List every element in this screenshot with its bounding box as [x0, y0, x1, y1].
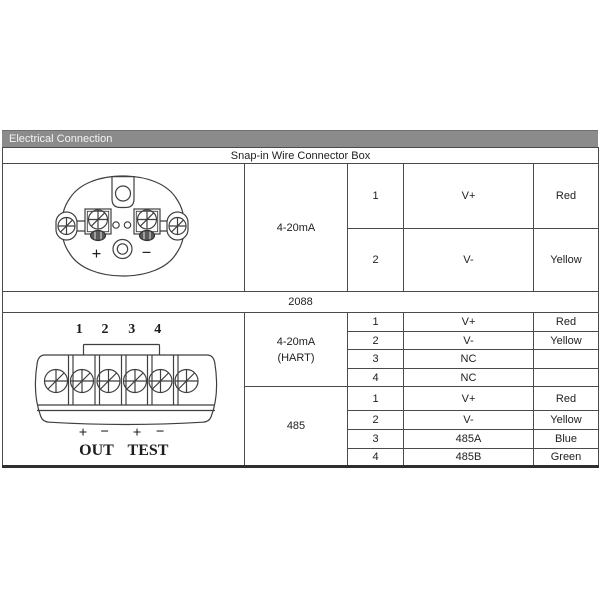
pin-number: 1 — [348, 313, 404, 332]
hart-signal-line2: (HART) — [277, 351, 315, 364]
pin-name: V- — [404, 228, 534, 292]
terminal-block-diagram-cell — [3, 313, 245, 467]
snap-connector-diagram — [3, 164, 244, 288]
out-minus-label: − — [100, 424, 109, 440]
wire-color: Yellow — [534, 332, 599, 350]
wire-color: Red — [534, 164, 599, 229]
pin-4-label: 4 — [154, 322, 162, 337]
center-hole-right — [124, 222, 130, 228]
pin-name: NC — [404, 350, 534, 369]
pin-2-label: 2 — [101, 322, 109, 337]
wire-color: Yellow — [534, 228, 599, 292]
pin-number: 2 — [348, 411, 404, 430]
pin-number: 2 — [348, 332, 404, 350]
wire-color: Yellow — [534, 411, 599, 430]
rs485-signal-cell: 485 — [245, 387, 348, 467]
pin-number: 2 — [348, 228, 404, 292]
test-plus-label: + — [132, 425, 142, 441]
snap-connector-diagram-cell — [3, 164, 245, 292]
pin-name: NC — [404, 369, 534, 387]
pin-number: 4 — [348, 449, 404, 467]
pin-number: 4 — [348, 369, 404, 387]
pin-1-label: 1 — [75, 322, 83, 337]
wire-color: Blue — [534, 430, 599, 449]
out-plus-label: + — [78, 425, 88, 441]
pin-name: V+ — [404, 387, 534, 411]
section1-title: Snap-in Wire Connector Box — [3, 148, 599, 164]
polarity-labels — [79, 424, 165, 441]
pin-name: V- — [404, 411, 534, 430]
bottom-grommet-inner — [117, 244, 127, 254]
pin-number: 3 — [348, 350, 404, 369]
plus-label: + — [91, 244, 102, 263]
section-header-label: Electrical Connection — [9, 133, 113, 145]
wire-color: Green — [534, 449, 599, 467]
pin-name: 485A — [404, 430, 534, 449]
pin-name: 485B — [404, 449, 534, 467]
pin-name: V+ — [404, 164, 534, 229]
pin-name: V- — [404, 332, 534, 350]
center-hole-left — [113, 222, 119, 228]
right-slotted-screw-icon — [140, 231, 155, 241]
bottom-grommet-outer — [113, 240, 132, 259]
test-label: TEST — [127, 442, 169, 459]
terminal-block-diagram — [3, 313, 244, 462]
pin-number: 1 — [348, 387, 404, 411]
pin-3-label: 3 — [128, 322, 136, 337]
pin-number: 1 — [348, 164, 404, 229]
hart-signal-line1: 4-20mA — [276, 335, 316, 348]
wire-color: Red — [534, 313, 599, 332]
left-slotted-screw-icon — [91, 231, 106, 241]
pin-number: 3 — [348, 430, 404, 449]
pin-name: V+ — [404, 313, 534, 332]
section1-signal-cell: 4-20mA — [245, 164, 348, 292]
wire-color: Red — [534, 387, 599, 411]
pin-numbers — [76, 322, 161, 337]
minus-label: − — [141, 243, 152, 262]
wire-color — [534, 350, 599, 369]
hart-signal-cell — [245, 313, 348, 387]
test-minus-label: − — [155, 424, 165, 440]
section-header-bar — [2, 130, 598, 147]
section2-title: 2088 — [3, 292, 599, 313]
out-label: OUT — [79, 442, 114, 459]
jumper-tab — [84, 345, 160, 356]
connection-table — [2, 147, 599, 468]
wire-color — [534, 369, 599, 387]
